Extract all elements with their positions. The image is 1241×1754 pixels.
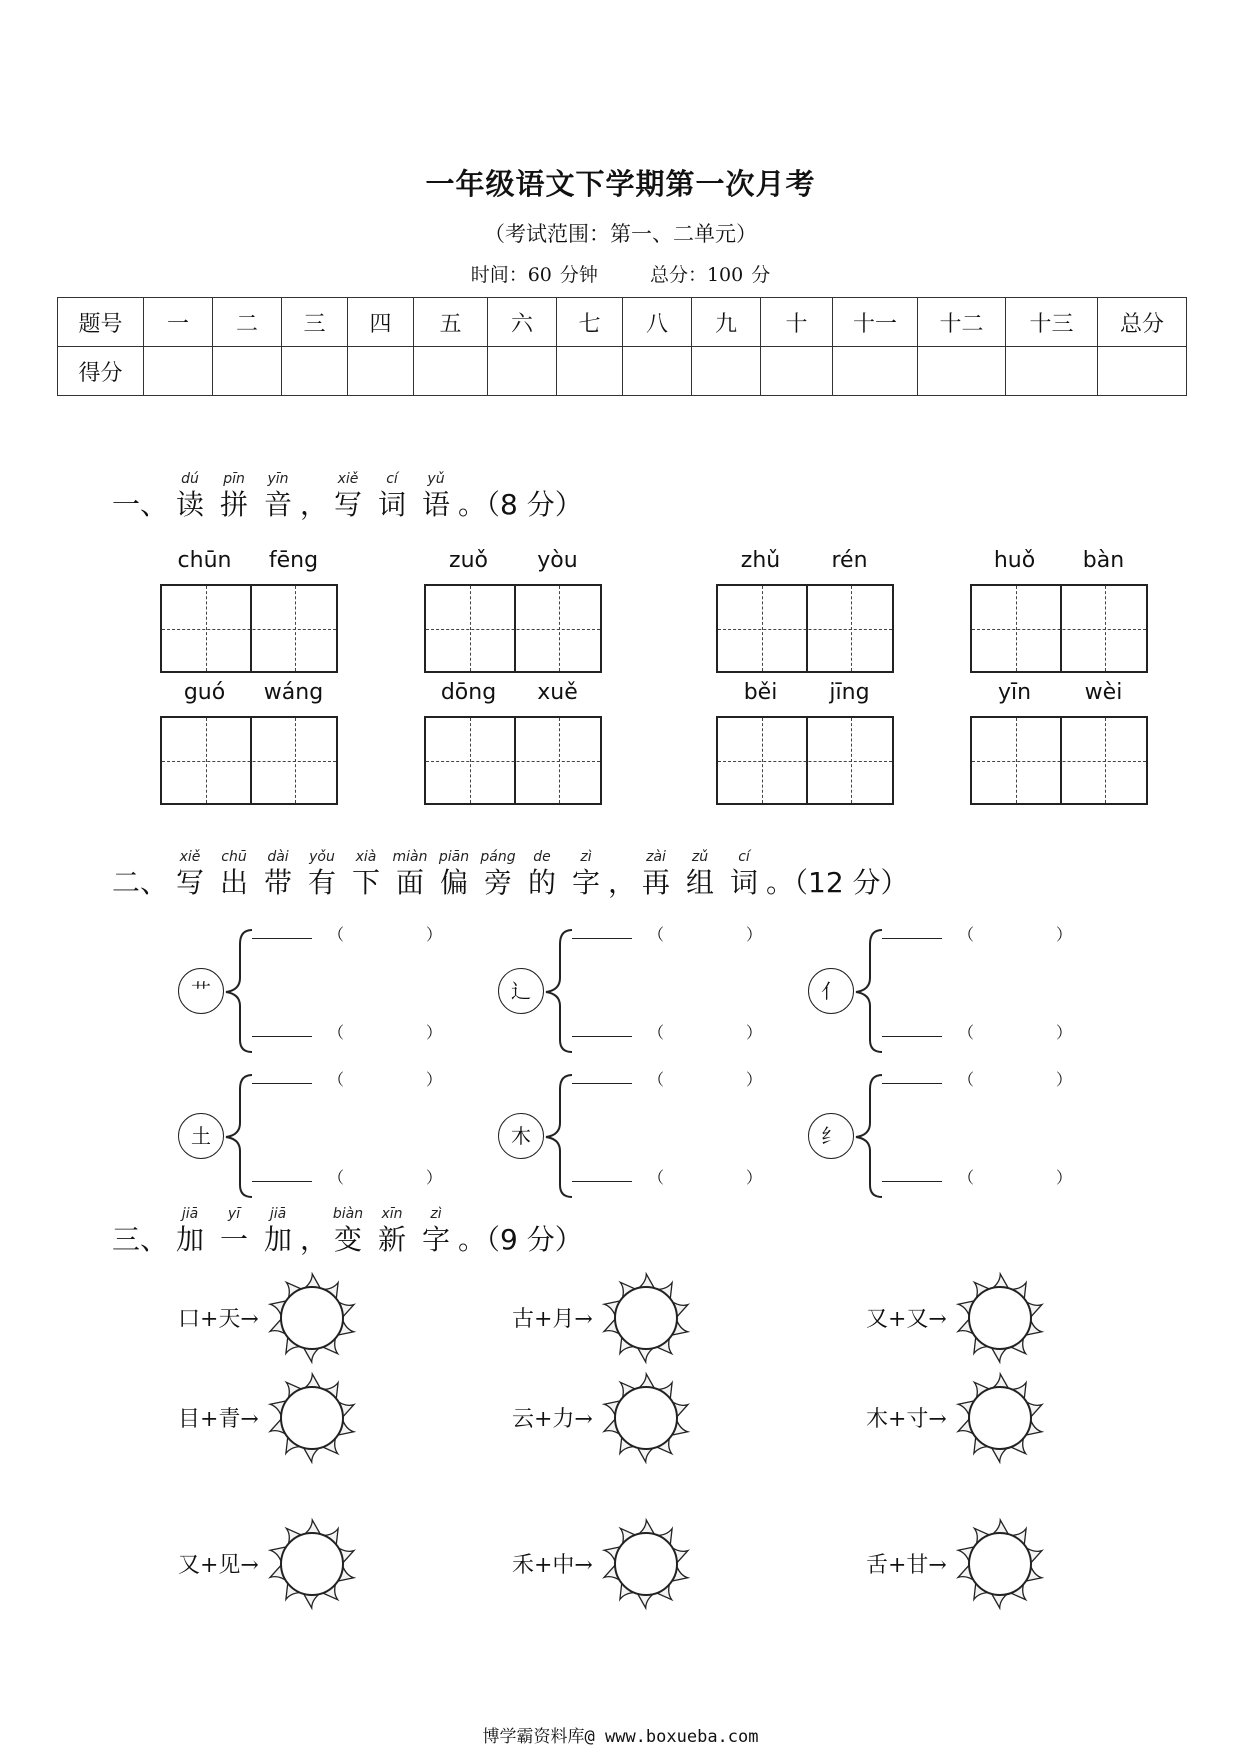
word-paren-open: （ [958, 1070, 975, 1089]
hanzi-char: 组 [686, 866, 715, 899]
hanzi-char: 有 [308, 866, 337, 899]
sun-answer-circle[interactable] [615, 1387, 677, 1449]
word-paren-open: （ [958, 1168, 975, 1187]
score-header-cell: 三 [282, 298, 348, 347]
ruby-char [722, 848, 766, 900]
sun-answer-shape[interactable] [600, 1372, 692, 1464]
exam-scope: （考试范围：第一、二单元） [484, 222, 757, 246]
pinyin-syllable: xuě [537, 680, 578, 705]
hanzi-char: 读 [176, 488, 205, 521]
score-header-cell: 总分 [1098, 298, 1187, 347]
pinyin-annotation: yī [227, 1206, 241, 1222]
hanzi-char: 词 [378, 488, 407, 521]
hanzi-char: 偏 [440, 866, 469, 899]
tianzige-answer-box[interactable] [424, 584, 602, 673]
char-sum-label: 又+又→ [866, 1307, 947, 1332]
ruby-char [256, 1205, 300, 1257]
exam-time: 时间：60 分钟 [470, 264, 598, 286]
sun-answer-shape[interactable] [266, 1518, 358, 1610]
tianzige-answer-box[interactable] [160, 584, 338, 673]
sun-answer-box[interactable] [954, 1518, 1046, 1614]
ruby-char [168, 470, 212, 522]
pinyin-syllable: bàn [1082, 548, 1125, 573]
blank-char-line[interactable] [252, 1036, 312, 1037]
score-header-cell: 十二 [918, 298, 1006, 347]
word-paren-open: （ [958, 925, 975, 944]
ruby-char [300, 470, 329, 522]
ruby-char [344, 848, 388, 900]
ruby-char [300, 1205, 329, 1257]
pinyin-annotation: de [533, 849, 551, 865]
score-table [57, 297, 1187, 396]
pinyin-annotation: biàn [332, 1206, 364, 1222]
hanzi-char: 旁 [484, 866, 513, 899]
hanzi-char: 出 [220, 866, 249, 899]
hanzi-char: 字 [572, 866, 601, 899]
score-input-cell[interactable] [1098, 347, 1187, 396]
word-paren-open: （ [328, 925, 345, 944]
pinyin-annotation [300, 470, 326, 488]
score-header-cell: 四 [348, 298, 414, 347]
pinyin-syllable: wèi [1084, 680, 1123, 705]
section-number: 一、 [112, 488, 169, 521]
pinyin-annotation: zì [430, 1206, 442, 1222]
ruby-char [168, 1205, 212, 1257]
hanzi-char: 再 [642, 866, 671, 899]
blank-char-line[interactable] [252, 1083, 312, 1084]
hanzi-char: 词 [730, 866, 759, 899]
pinyin-annotation: pīn [223, 471, 245, 487]
score-header-cell: 五 [414, 298, 488, 347]
pinyin-annotation: jiā [181, 1206, 199, 1222]
char-sum-label: 口+天→ [178, 1307, 259, 1332]
score-header-cell: 六 [488, 298, 557, 347]
char-sum-label: 禾+中→ [512, 1553, 593, 1578]
score-header-cell: 一 [144, 298, 213, 347]
blank-char-line[interactable] [572, 1083, 632, 1084]
blank-char-line[interactable] [882, 1181, 942, 1182]
hanzi-char: 拼 [220, 488, 249, 521]
blank-char-line[interactable] [882, 938, 942, 939]
hanzi-char: 字 [422, 1223, 451, 1256]
hanzi-char: 加 [176, 1223, 205, 1256]
word-paren-open: （ [958, 1023, 975, 1042]
pinyin-annotation: dú [181, 471, 199, 487]
score-input-cell[interactable] [918, 347, 1006, 396]
hanzi-char: 一 [220, 1223, 249, 1256]
sun-answer-circle[interactable] [615, 1287, 677, 1349]
score-input-cell[interactable] [692, 347, 761, 396]
word-paren-close: ） [1056, 1168, 1073, 1187]
score-row-label: 得分 [58, 347, 144, 396]
section-score: 。（12 分） [766, 866, 909, 899]
exam-meta [0, 260, 1241, 287]
hanzi-char: 语 [422, 488, 451, 521]
sun-answer-circle[interactable] [281, 1533, 343, 1595]
score-input-cell[interactable] [1006, 347, 1098, 396]
radical-circle: 纟 [808, 1113, 854, 1159]
section-number: 二、 [112, 866, 169, 899]
pinyin-annotation: yǒu [309, 849, 335, 865]
ruby-char [370, 1205, 414, 1257]
word-paren-close: ） [1056, 1023, 1073, 1042]
sun-answer-shape[interactable] [954, 1518, 1046, 1610]
ruby-char [608, 848, 637, 900]
word-paren-close: ） [426, 1070, 443, 1089]
ruby-char [520, 848, 564, 900]
word-paren-close: ） [746, 925, 763, 944]
word-paren-open: （ [328, 1168, 345, 1187]
pinyin-annotation: miàn [392, 849, 428, 865]
section-score: 。（9 分） [458, 1223, 583, 1256]
char-sum-label: 木+寸→ [866, 1407, 947, 1432]
section-number: 三、 [112, 1223, 169, 1256]
blank-char-line[interactable] [572, 1036, 632, 1037]
section1-heading [112, 470, 583, 522]
pinyin-annotation: xià [355, 849, 377, 865]
word-paren-open: （ [648, 1070, 665, 1089]
pinyin-annotation: zì [580, 849, 592, 865]
word-paren-close: ） [746, 1070, 763, 1089]
grid-guide-horizontal [426, 629, 600, 630]
sun-answer-shape[interactable] [266, 1372, 358, 1464]
blank-char-line[interactable] [252, 938, 312, 939]
ruby-char [212, 848, 256, 900]
hanzi-char: 带 [264, 866, 293, 899]
section2-heading [112, 848, 909, 900]
sun-answer-box[interactable] [266, 1272, 358, 1368]
pinyin-syllable: běi [743, 680, 778, 705]
hanzi-char: 下 [352, 866, 381, 899]
hanzi-char: 音 [264, 488, 293, 521]
exam-total: 总分：100 分 [649, 264, 771, 286]
pinyin-syllable: guó [183, 680, 226, 705]
pinyin-syllable: fēng [268, 548, 319, 573]
pinyin-annotation [608, 848, 634, 866]
char-sum-label: 又+见→ [178, 1553, 259, 1578]
word-paren-close: ） [1056, 1070, 1073, 1089]
score-header-cell: 七 [557, 298, 623, 347]
sun-answer-box[interactable] [266, 1372, 358, 1468]
sun-answer-circle[interactable] [281, 1287, 343, 1349]
word-paren-open: （ [328, 1070, 345, 1089]
sun-answer-circle[interactable] [615, 1533, 677, 1595]
pinyin-annotation: xiě [337, 471, 359, 487]
pinyin-annotation: xiě [179, 849, 201, 865]
blank-char-line[interactable] [252, 1181, 312, 1182]
pinyin-annotation: xīn [381, 1206, 403, 1222]
tianzige-answer-box[interactable] [424, 716, 602, 805]
sun-answer-shape[interactable] [266, 1272, 358, 1364]
ruby-char [212, 1205, 256, 1257]
sun-answer-circle[interactable] [969, 1287, 1031, 1349]
pinyin-annotation: páng [480, 849, 516, 865]
pinyin-annotation [300, 1205, 326, 1223]
score-header-cell: 十三 [1006, 298, 1098, 347]
blank-char-line[interactable] [572, 938, 632, 939]
tianzige-answer-box[interactable] [716, 584, 894, 673]
pinyin-annotation: cí [738, 849, 750, 865]
pinyin-syllable: yīn [997, 680, 1032, 705]
score-header-cell: 八 [623, 298, 692, 347]
hanzi-char: 变 [334, 1223, 363, 1256]
char-sum-label: 舌+甘→ [866, 1553, 947, 1578]
hanzi-char: 写 [176, 866, 205, 899]
score-input-cell[interactable] [144, 347, 213, 396]
sun-answer-box[interactable] [600, 1372, 692, 1468]
score-header-cell: 十一 [833, 298, 918, 347]
ruby-char [634, 848, 678, 900]
pinyin-annotation: piān [438, 849, 470, 865]
ruby-char [476, 848, 520, 900]
ruby-char [256, 848, 300, 900]
sun-answer-box[interactable] [954, 1372, 1046, 1468]
score-input-cell[interactable] [348, 347, 414, 396]
pinyin-annotation: dài [267, 849, 289, 865]
hanzi-char: 的 [528, 866, 557, 899]
ruby-char [564, 848, 608, 900]
ruby-char [326, 1205, 370, 1257]
blank-char-line[interactable] [882, 1036, 942, 1037]
hanzi-char: ， [300, 1223, 329, 1256]
pinyin-syllable: rén [831, 548, 868, 573]
radical-circle: 辶 [498, 968, 544, 1014]
blank-char-line[interactable] [882, 1083, 942, 1084]
sun-answer-box[interactable] [266, 1518, 358, 1614]
radical-circle: 土 [178, 1113, 224, 1159]
ruby-char [414, 470, 458, 522]
sun-answer-circle[interactable] [969, 1533, 1031, 1595]
word-paren-close: ） [1056, 925, 1073, 944]
sun-answer-shape[interactable] [954, 1272, 1046, 1364]
sun-answer-shape[interactable] [600, 1518, 692, 1610]
grid-guide-horizontal [718, 761, 892, 762]
pinyin-syllable: dōng [440, 680, 497, 705]
score-header-cell: 题号 [58, 298, 144, 347]
pinyin-syllable: jīng [829, 680, 870, 705]
word-paren-open: （ [648, 1168, 665, 1187]
sun-answer-shape[interactable] [954, 1372, 1046, 1464]
score-header-cell: 十 [761, 298, 833, 347]
pinyin-syllable: zhǔ [740, 548, 781, 573]
grid-guide-horizontal [972, 761, 1146, 762]
hanzi-char: 新 [378, 1223, 407, 1256]
word-paren-close: ） [426, 925, 443, 944]
word-paren-open: （ [648, 1023, 665, 1042]
pinyin-syllable: zuǒ [449, 548, 488, 573]
pinyin-annotation: yǔ [427, 471, 445, 487]
pinyin-annotation: zài [646, 849, 666, 865]
tianzige-answer-box[interactable] [970, 716, 1148, 805]
ruby-char [370, 470, 414, 522]
score-header-cell: 九 [692, 298, 761, 347]
ruby-char [414, 1205, 458, 1257]
radical-circle: 艹 [178, 968, 224, 1014]
word-paren-open: （ [328, 1023, 345, 1042]
tianzige-answer-box[interactable] [970, 584, 1148, 673]
score-value-row [58, 347, 1187, 396]
word-paren-close: ） [426, 1168, 443, 1187]
grid-guide-horizontal [162, 629, 336, 630]
pinyin-annotation: yīn [267, 471, 289, 487]
score-input-cell[interactable] [833, 347, 918, 396]
score-input-cell[interactable] [761, 347, 833, 396]
hanzi-char: ， [608, 866, 637, 899]
page-title: 一年级语文下学期第一次月考 [425, 167, 816, 201]
score-header-row [58, 298, 1187, 347]
char-sum-label: 古+月→ [512, 1307, 593, 1332]
radical-circle: 木 [498, 1113, 544, 1159]
word-paren-close: ） [746, 1168, 763, 1187]
ruby-char [300, 848, 344, 900]
ruby-char [168, 848, 212, 900]
pinyin-annotation: jiā [269, 1206, 287, 1222]
blank-char-line[interactable] [572, 1181, 632, 1182]
sun-answer-box[interactable] [600, 1518, 692, 1614]
score-input-cell[interactable] [213, 347, 282, 396]
char-sum-label: 云+力→ [512, 1407, 593, 1432]
sun-answer-circle[interactable] [969, 1387, 1031, 1449]
word-paren-close: ） [746, 1023, 763, 1042]
word-paren-open: （ [648, 925, 665, 944]
grid-guide-horizontal [426, 761, 600, 762]
ruby-char [256, 470, 300, 522]
pinyin-annotation: cí [386, 471, 398, 487]
ruby-char [326, 470, 370, 522]
hanzi-char: 写 [334, 488, 363, 521]
sun-answer-box[interactable] [600, 1272, 692, 1368]
pinyin-syllable: chūn [177, 548, 232, 573]
pinyin-syllable: yòu [537, 548, 578, 573]
score-input-cell[interactable] [623, 347, 692, 396]
score-input-cell[interactable] [414, 347, 488, 396]
sun-answer-shape[interactable] [600, 1272, 692, 1364]
pinyin-annotation: chū [221, 849, 247, 865]
radical-circle: 亻 [808, 968, 854, 1014]
score-input-cell[interactable] [557, 347, 623, 396]
word-paren-close: ） [426, 1023, 443, 1042]
ruby-char [432, 848, 476, 900]
footer-watermark: 博学霸资料库@ www.boxueba.com [482, 1727, 759, 1747]
ruby-char [212, 470, 256, 522]
grid-guide-horizontal [972, 629, 1146, 630]
ruby-char [388, 848, 432, 900]
sun-answer-circle[interactable] [281, 1387, 343, 1449]
score-input-cell[interactable] [488, 347, 557, 396]
hanzi-char: 加 [264, 1223, 293, 1256]
hanzi-char: 面 [396, 866, 425, 899]
tianzige-answer-box[interactable] [716, 716, 894, 805]
score-input-cell[interactable] [282, 347, 348, 396]
pinyin-annotation: zǔ [691, 849, 709, 865]
sun-answer-box[interactable] [954, 1272, 1046, 1368]
ruby-char [678, 848, 722, 900]
pinyin-syllable: huǒ [993, 548, 1036, 573]
section3-heading [112, 1205, 583, 1257]
score-header-cell: 二 [213, 298, 282, 347]
grid-guide-horizontal [718, 629, 892, 630]
tianzige-answer-box[interactable] [160, 716, 338, 805]
section-score: 。（8 分） [458, 488, 583, 521]
grid-guide-horizontal [162, 761, 336, 762]
hanzi-char: ， [300, 488, 329, 521]
char-sum-label: 目+青→ [178, 1407, 259, 1432]
pinyin-syllable: wáng [263, 680, 324, 705]
